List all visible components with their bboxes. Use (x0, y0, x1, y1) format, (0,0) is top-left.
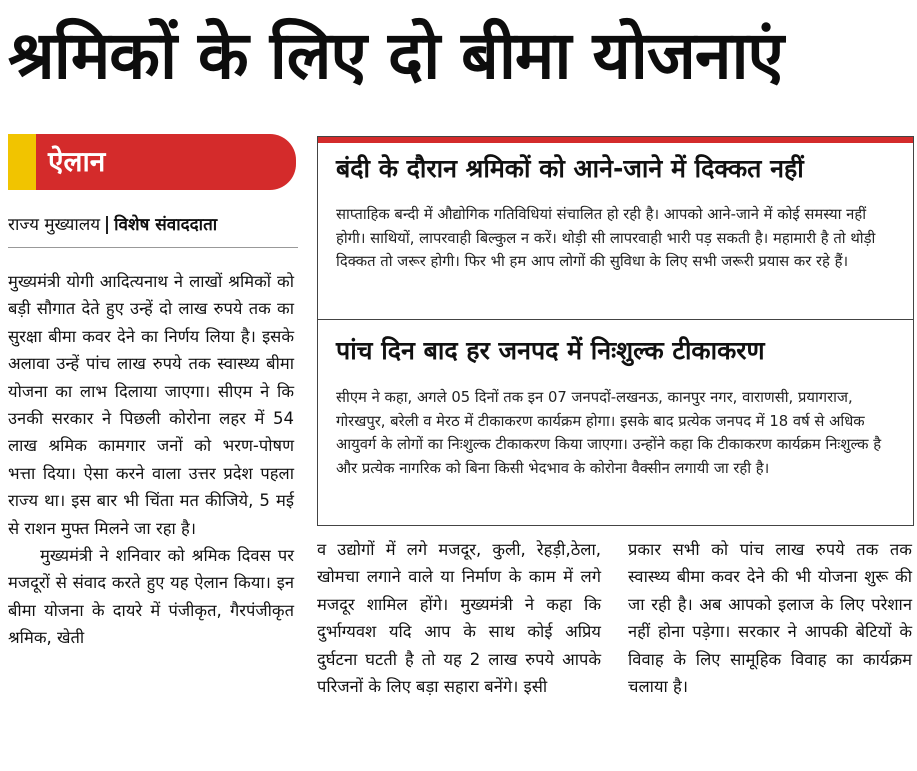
article-paragraph: मुख्यमंत्री योगी आदित्यनाथ ने लाखों श्रमिकों को बड़ी सौगात देते हुए उन्हें दो लाख रुपये तक का सुरक्षा बीमा कवर देने का निर्णय लिया है। इसके अलावा उन्हें पांच लाख रुपये तक स्वास्थ्य बीमा योजना का लाभ दिलाया जाएगा। सीएम ने कि उनकी सरकार ने पिछली कोरोना लहर में 54 लाख श्रमिक कामगार जनों को भरण-पोषण भत्ता दिया। ऐसा करने वाला उत्तर प्रदेश पहला राज्य था। इस बार भी चिंता मत कीजिये, 5 मई से राशन मुफ्त मिलने जा रहा है। (8, 272, 294, 538)
byline-rule (8, 247, 298, 248)
article-paragraph: प्रकार सभी को पांच लाख रुपये तक तक स्वास्थ्य बीमा कवर देने की भी योजना शुरू की जा रही है। अब आपको इलाज के लिए परेशान नहीं होना पड़ेगा। सरकार ने आपकी बेटियों के विवाह के लिए सामूहिक विवाह का कार्यक्रम चलाया है। (628, 540, 912, 697)
box-text-vaccination: सीएम ने कहा, अगले 05 दिनों तक इन 07 जनपदों-लखनऊ, कानपुर नगर, वाराणसी, प्रयागराज, गोरखपुर, बरेली व मेरठ में टीकाकरण कार्यक्रम होगा। इसके बाद प्रत्येक जनपद में 18 वर्ष से अधिक आयुवर्ग के लोगों का निःशुल्क टीकाकरण किया जाएगा। उन्होंने कहा कि टीकाकरण कार्यक्रम निःशुल्क है और प्रत्येक नागरिक को बिना किसी भेदभाव के कोरोना वैक्सीन लगायी जा रही है। (336, 389, 882, 477)
byline-author: विशेष संवाददाता (114, 215, 218, 235)
section-tag (8, 134, 296, 190)
box-text-transport: साप्ताहिक बन्दी में औद्योगिक गतिविधियां संचालित हो रही है। आपको आने-जाने में कोई समस्या नहीं होगी। साथियों, लापरवाही बिल्कुल न करें। थोड़ी सी लापरवाही भारी पड़ सकती है। महामारी है तो थोड़ी दिक्कत तो जरूर होगी। फिर भी हम आप लोगों की सुविधा के लिए सभी जरूरी प्रयास कर रहे हैं। (336, 206, 876, 270)
highlights-box (317, 136, 914, 526)
article-paragraph: मुख्यमंत्री ने शनिवार को श्रमिक दिवस पर मजदूरों से संवाद करते हुए यह ऐलान किया। इन बीमा योजना के दायरे में पंजीकृत, गैरपंजीकृत श्रमिक, खेती (8, 546, 294, 648)
article-column-2 (317, 536, 601, 760)
byline-divider (106, 216, 108, 234)
box-heading-transport: बंदी के दौरान श्रमिकों को आने-जाने में दिक्कत नहीं (336, 154, 804, 183)
box-heading-vaccination: पांच दिन बाद हर जनपद में निःशुल्क टीकाकरण (336, 336, 765, 365)
box-divider (318, 319, 913, 320)
article-column-1 (8, 268, 294, 760)
article-column-3 (628, 536, 912, 760)
byline-bureau: राज्य मुख्यालय (8, 215, 101, 235)
article-paragraph: व उद्योगों में लगे मजदूर, कुली, रेहड़ी,ठेला, खोमचा लगाने वाले या निर्माण के काम में लगे मजदूर शामिल होंगे। मुख्यमंत्री ने कहा कि दुर्भाग्यवश यदि आप के साथ कोई अप्रिय दुर्घटना घटती है तो यह 2 लाख रुपये आपके परिजनों के लिए बड़ा सहारा बनेंगे। इसी (317, 540, 601, 697)
byline (8, 212, 298, 235)
headline: श्रमिकों के लिए दो बीमा योजनाएं (8, 17, 784, 94)
tag-label: ऐलान (48, 145, 106, 178)
box-top-rule (318, 137, 913, 143)
tag-accent-bar (8, 134, 36, 190)
